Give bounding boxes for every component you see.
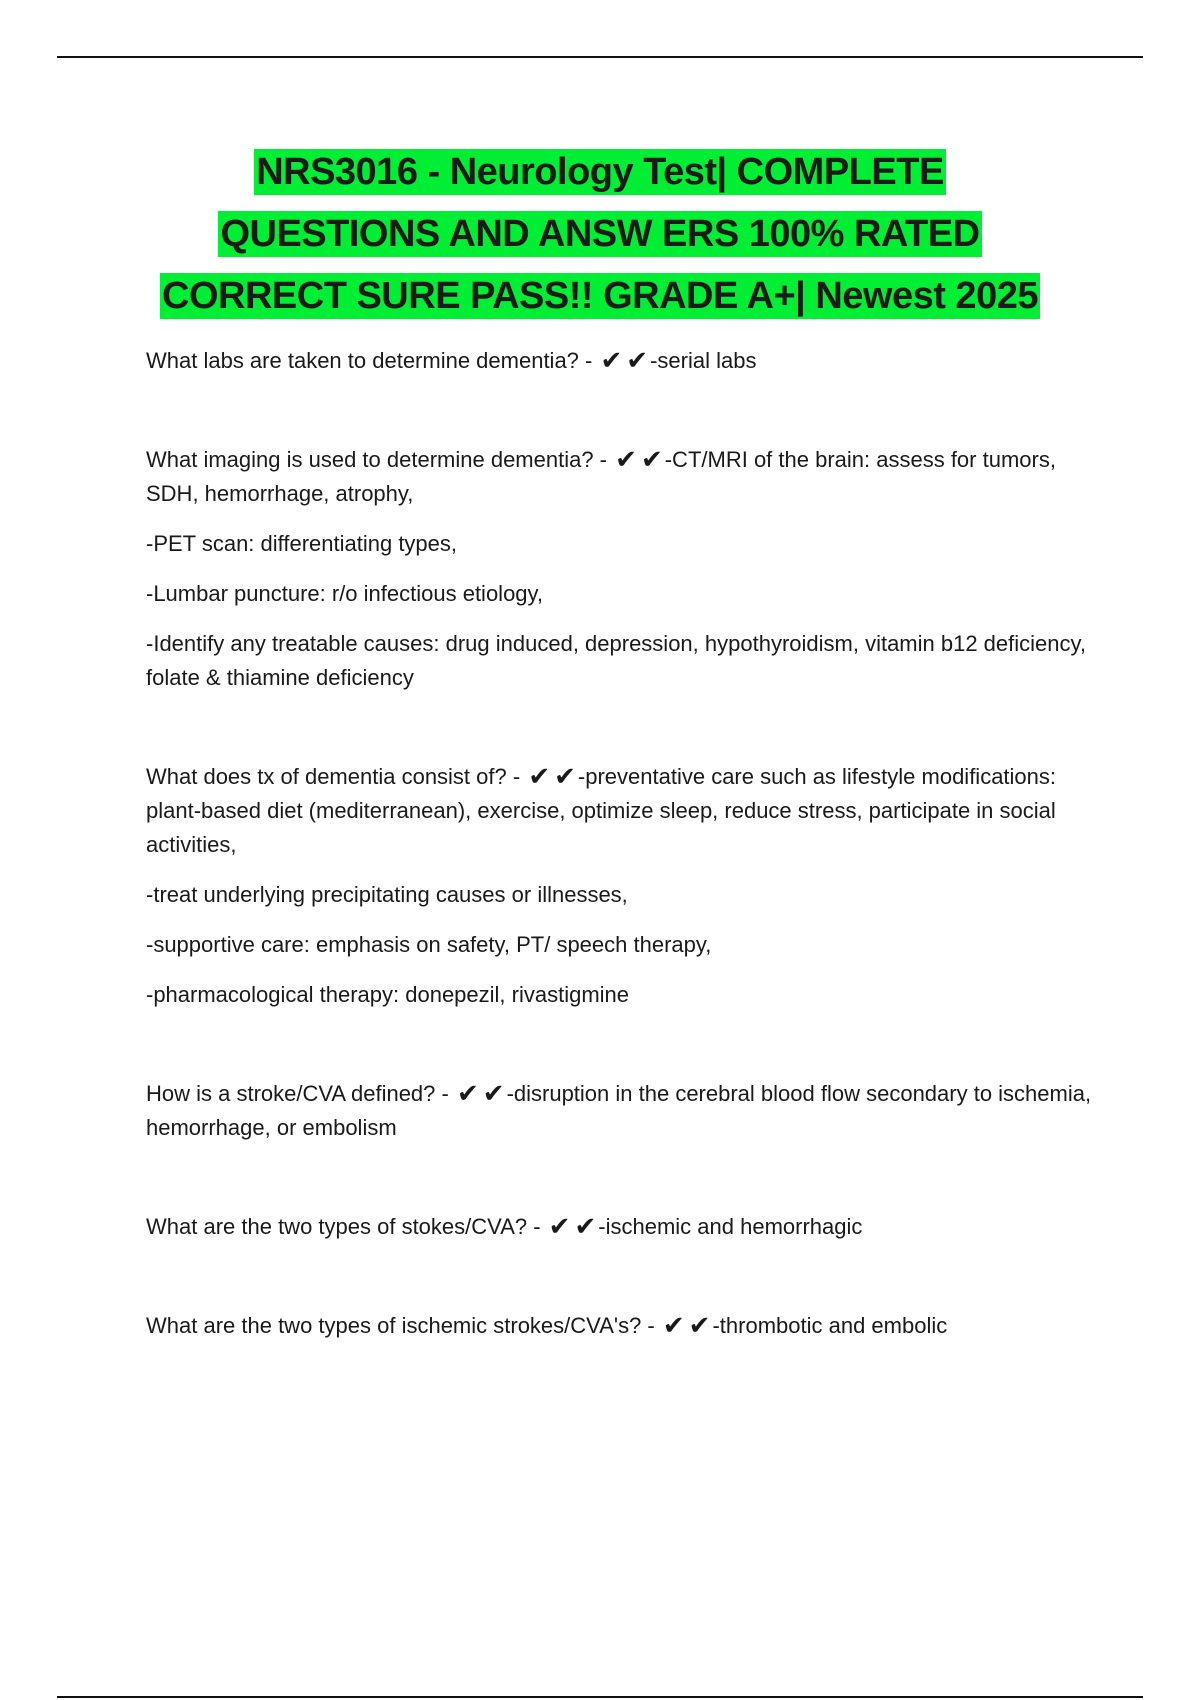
qa-line bbox=[146, 1309, 1106, 1343]
answer-continuation: -treat underlying precipitating causes or illnesses, bbox=[146, 882, 628, 907]
qa-line bbox=[146, 1077, 1106, 1145]
answer-text: -thrombotic and embolic bbox=[712, 1313, 948, 1338]
question-text: What labs are taken to determine dementia? - bbox=[146, 348, 593, 373]
qa-item bbox=[146, 344, 1106, 378]
checkmark-icon: ✔ bbox=[548, 1211, 571, 1241]
answer-text: -ischemic and hemorrhagic bbox=[598, 1214, 863, 1239]
checkmark-icon: ✔ bbox=[615, 444, 637, 474]
qa-item bbox=[146, 760, 1106, 1012]
qa-item bbox=[146, 1309, 1106, 1343]
answer-continuation: -PET scan: differentiating types, bbox=[146, 531, 458, 556]
question-text: What does tx of dementia consist of? - bbox=[146, 764, 521, 789]
question-text: What imaging is used to determine dementia? - bbox=[146, 447, 608, 472]
checkmark-icon: ✔ bbox=[528, 761, 551, 791]
qa-line bbox=[146, 760, 1106, 862]
checkmark-icon: ✔ bbox=[640, 444, 663, 474]
qa-list bbox=[146, 344, 1106, 1343]
qa-item bbox=[146, 443, 1106, 695]
checkmark-icon: ✔ bbox=[600, 345, 623, 375]
question-text: What are the two types of stokes/CVA? - bbox=[146, 1214, 541, 1239]
answer-text: -serial labs bbox=[650, 348, 757, 373]
answer-text: -CT/MRI of the brain: assess for tumors, SDH, hemorrhage, atrophy, bbox=[146, 447, 1056, 506]
question-text: What are the two types of ischemic strokes/CVA's? - bbox=[146, 1313, 655, 1338]
checkmark-icon: ✔ bbox=[662, 1310, 685, 1340]
checkmark-icon: ✔ bbox=[626, 345, 649, 375]
checkmark-icon: ✔ bbox=[688, 1310, 711, 1340]
document-title bbox=[0, 141, 1200, 327]
answer-continuation: -pharmacological therapy: donepezil, rivastigmine bbox=[146, 982, 630, 1007]
answer-continuation: -Lumbar puncture: r/o infectious etiology, bbox=[146, 581, 544, 606]
qa-item bbox=[146, 1077, 1106, 1145]
answer-text: -disruption in the cerebral blood flow secondary to ischemia, hemorrhage, or embolism bbox=[146, 1081, 1092, 1140]
answer-continuation: -Identify any treatable causes: drug induced, depression, hypothyroidism, vitamin b12 deficiency, folate & thiamine deficiency bbox=[146, 631, 1086, 690]
bottom-rule bbox=[57, 1696, 1143, 1698]
question-text: How is a stroke/CVA defined? - bbox=[146, 1081, 449, 1106]
title-line-2: QUESTIONS AND ANSW ERS 100% RATED bbox=[220, 213, 980, 255]
checkmark-icon: ✔ bbox=[574, 1211, 597, 1241]
title-line-3: CORRECT SURE PASS!! GRADE A+| Newest 2025 bbox=[162, 275, 1038, 317]
title-line-1: NRS3016 - Neurology Test| COMPLETE bbox=[256, 151, 944, 193]
qa-item bbox=[146, 1210, 1106, 1244]
qa-line bbox=[146, 344, 1106, 378]
qa-line bbox=[146, 443, 1106, 511]
top-rule bbox=[57, 56, 1143, 58]
answer-text: -preventative care such as lifestyle modifications: plant-based diet (mediterranean), exercise, optimize sleep, reduce stress, participate in social activities, bbox=[146, 764, 1057, 857]
checkmark-icon: ✔ bbox=[482, 1078, 505, 1108]
answer-continuation: -supportive care: emphasis on safety, PT/ speech therapy, bbox=[146, 932, 712, 957]
checkmark-icon: ✔ bbox=[456, 1078, 479, 1108]
checkmark-icon: ✔ bbox=[554, 761, 576, 791]
qa-line bbox=[146, 1210, 1106, 1244]
